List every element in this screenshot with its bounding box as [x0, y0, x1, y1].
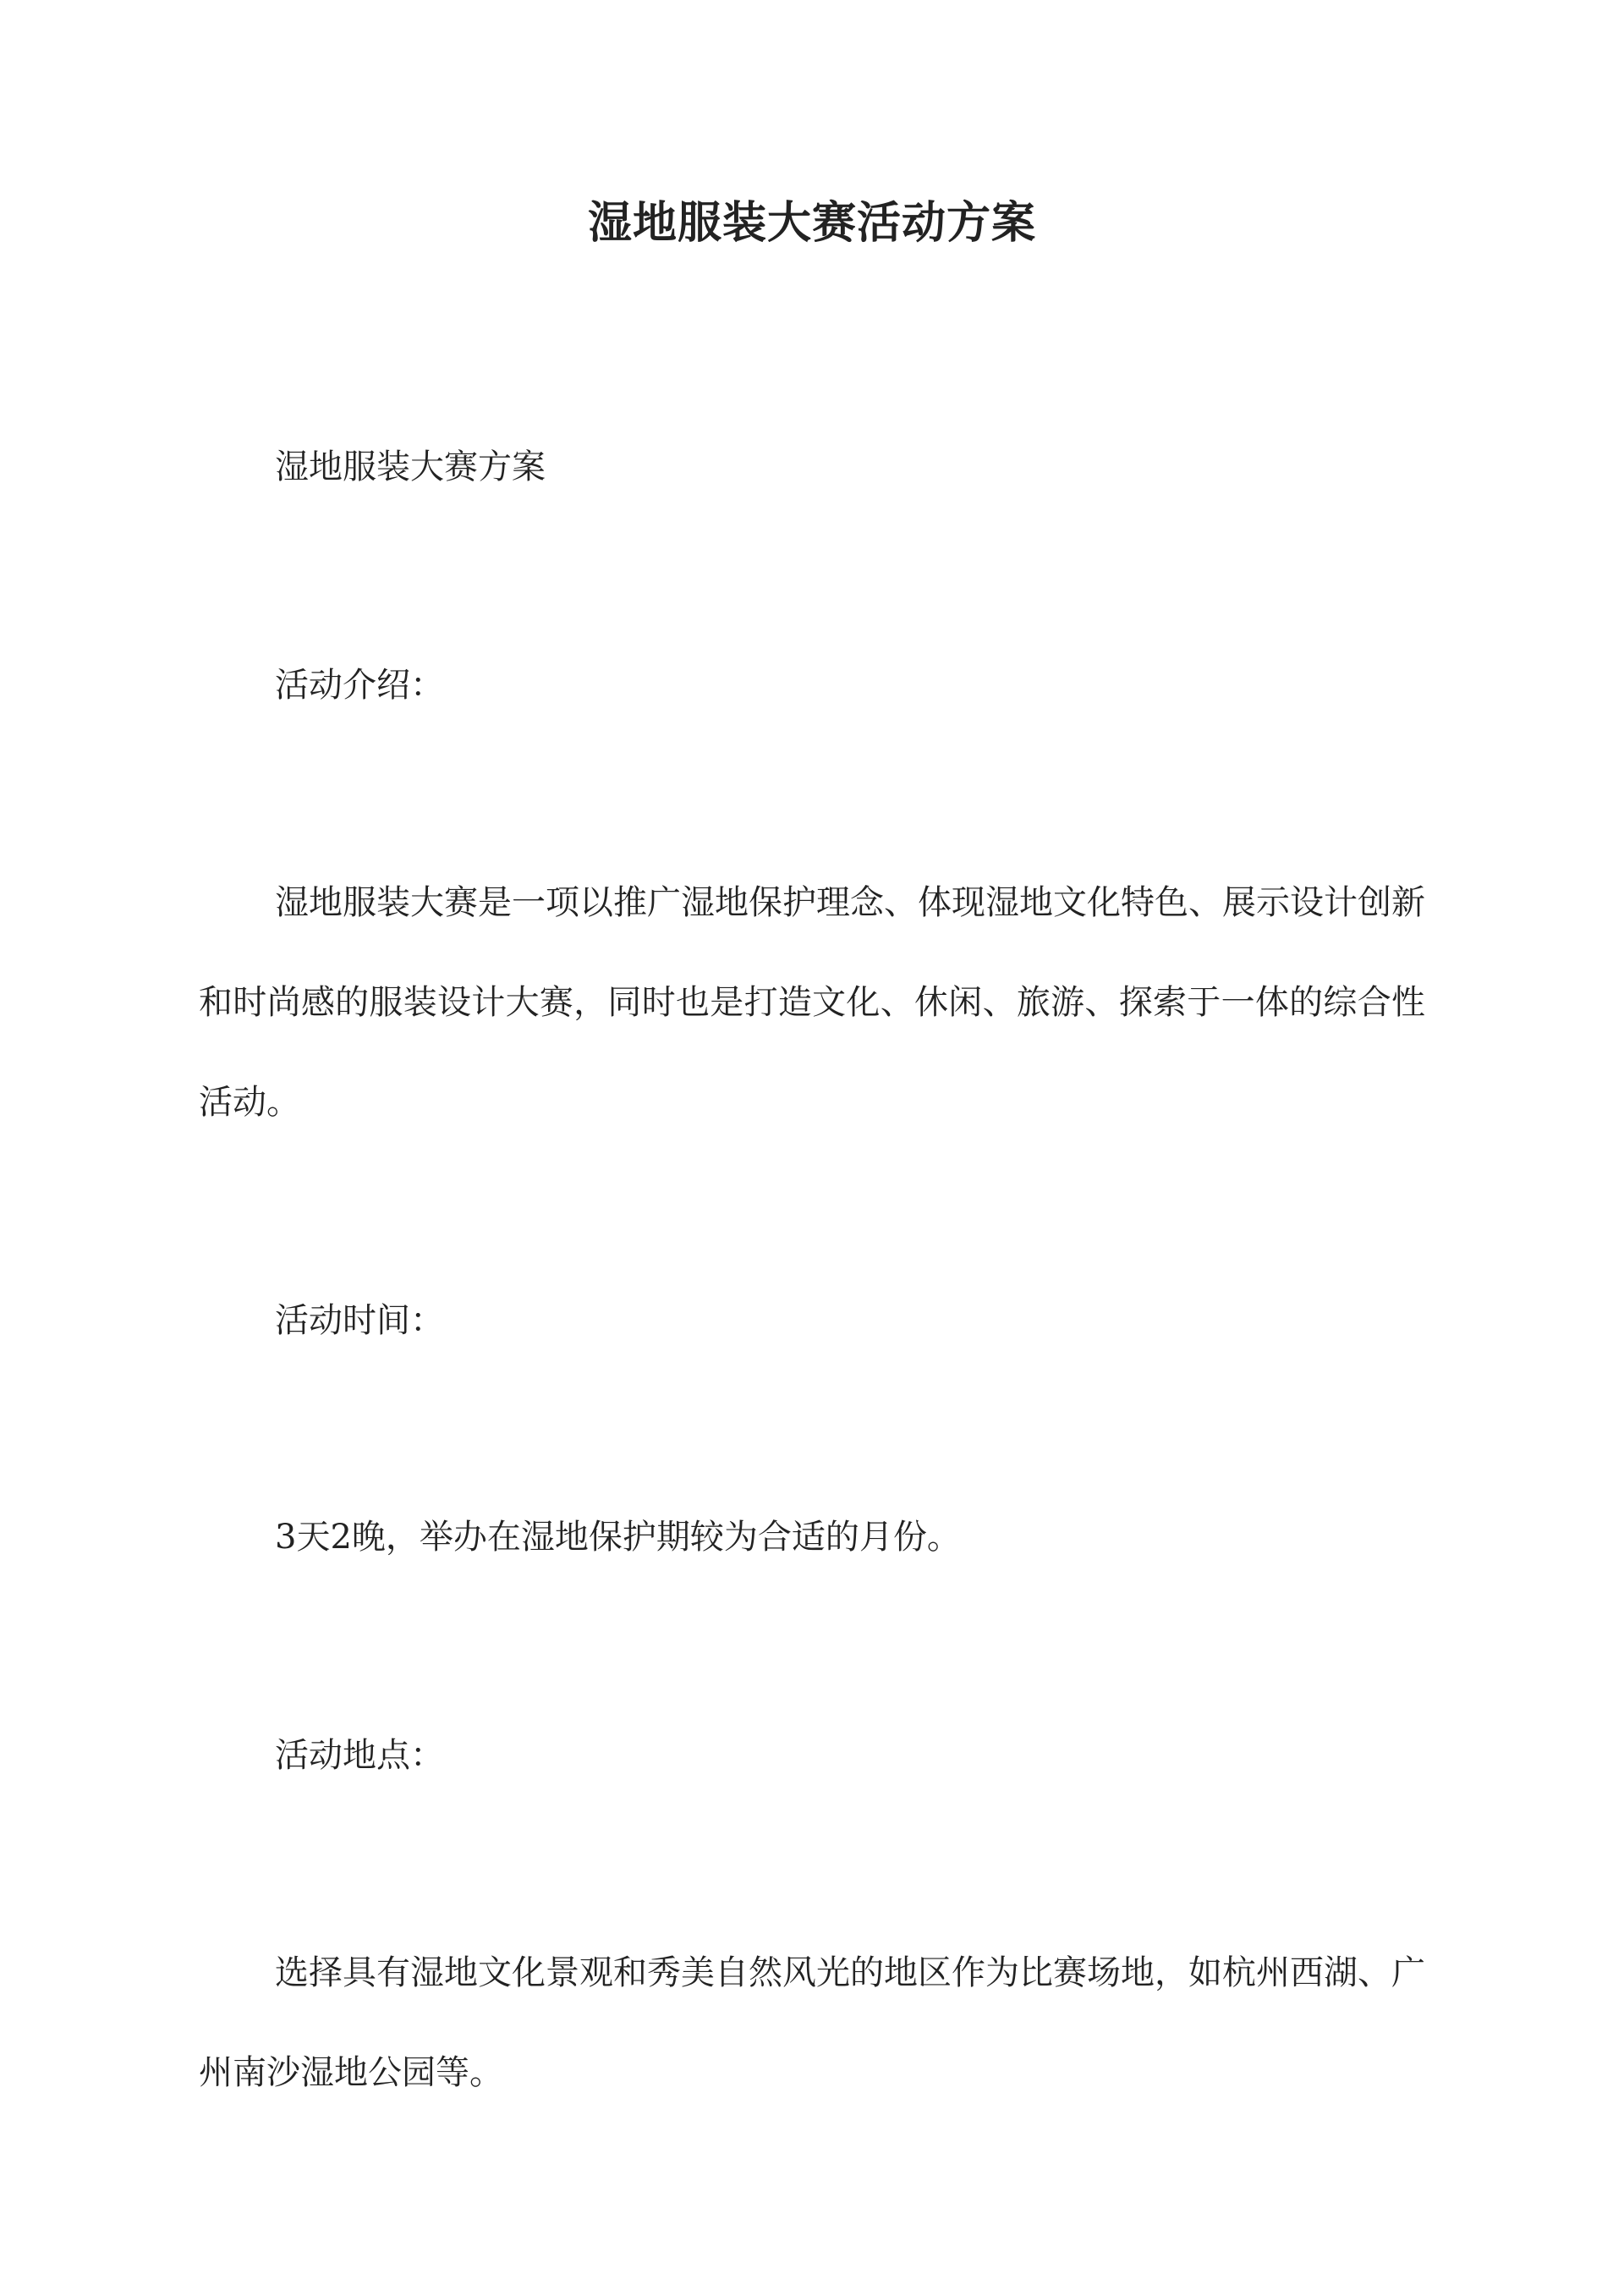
- section-heading-time: 活动时间：: [275, 1301, 444, 1340]
- location-paragraph: 选择具有湿地文化景观和秀美自然风光的地区作为比赛场地，如杭州西湖、广州南沙湿地公园等。: [199, 1953, 1425, 2092]
- section-heading-location: 活动地点：: [275, 1736, 444, 1775]
- introduction-paragraph: 湿地服装大赛是一项以推广湿地保护理念、体现湿地文化特色、展示设计创新和时尚感的服装设计大赛，同时也是打造文化、休闲、旅游、探索于一体的综合性活动。: [199, 883, 1425, 1122]
- section-heading-introduction: 活动介绍：: [275, 666, 444, 705]
- document-title: 湿地服装大赛活动方案: [587, 197, 1036, 249]
- plan-subtitle: 湿地服装大赛方案: [275, 448, 546, 486]
- time-paragraph: 3天2晚，举办在湿地保护期较为合适的月份。: [275, 1518, 961, 1557]
